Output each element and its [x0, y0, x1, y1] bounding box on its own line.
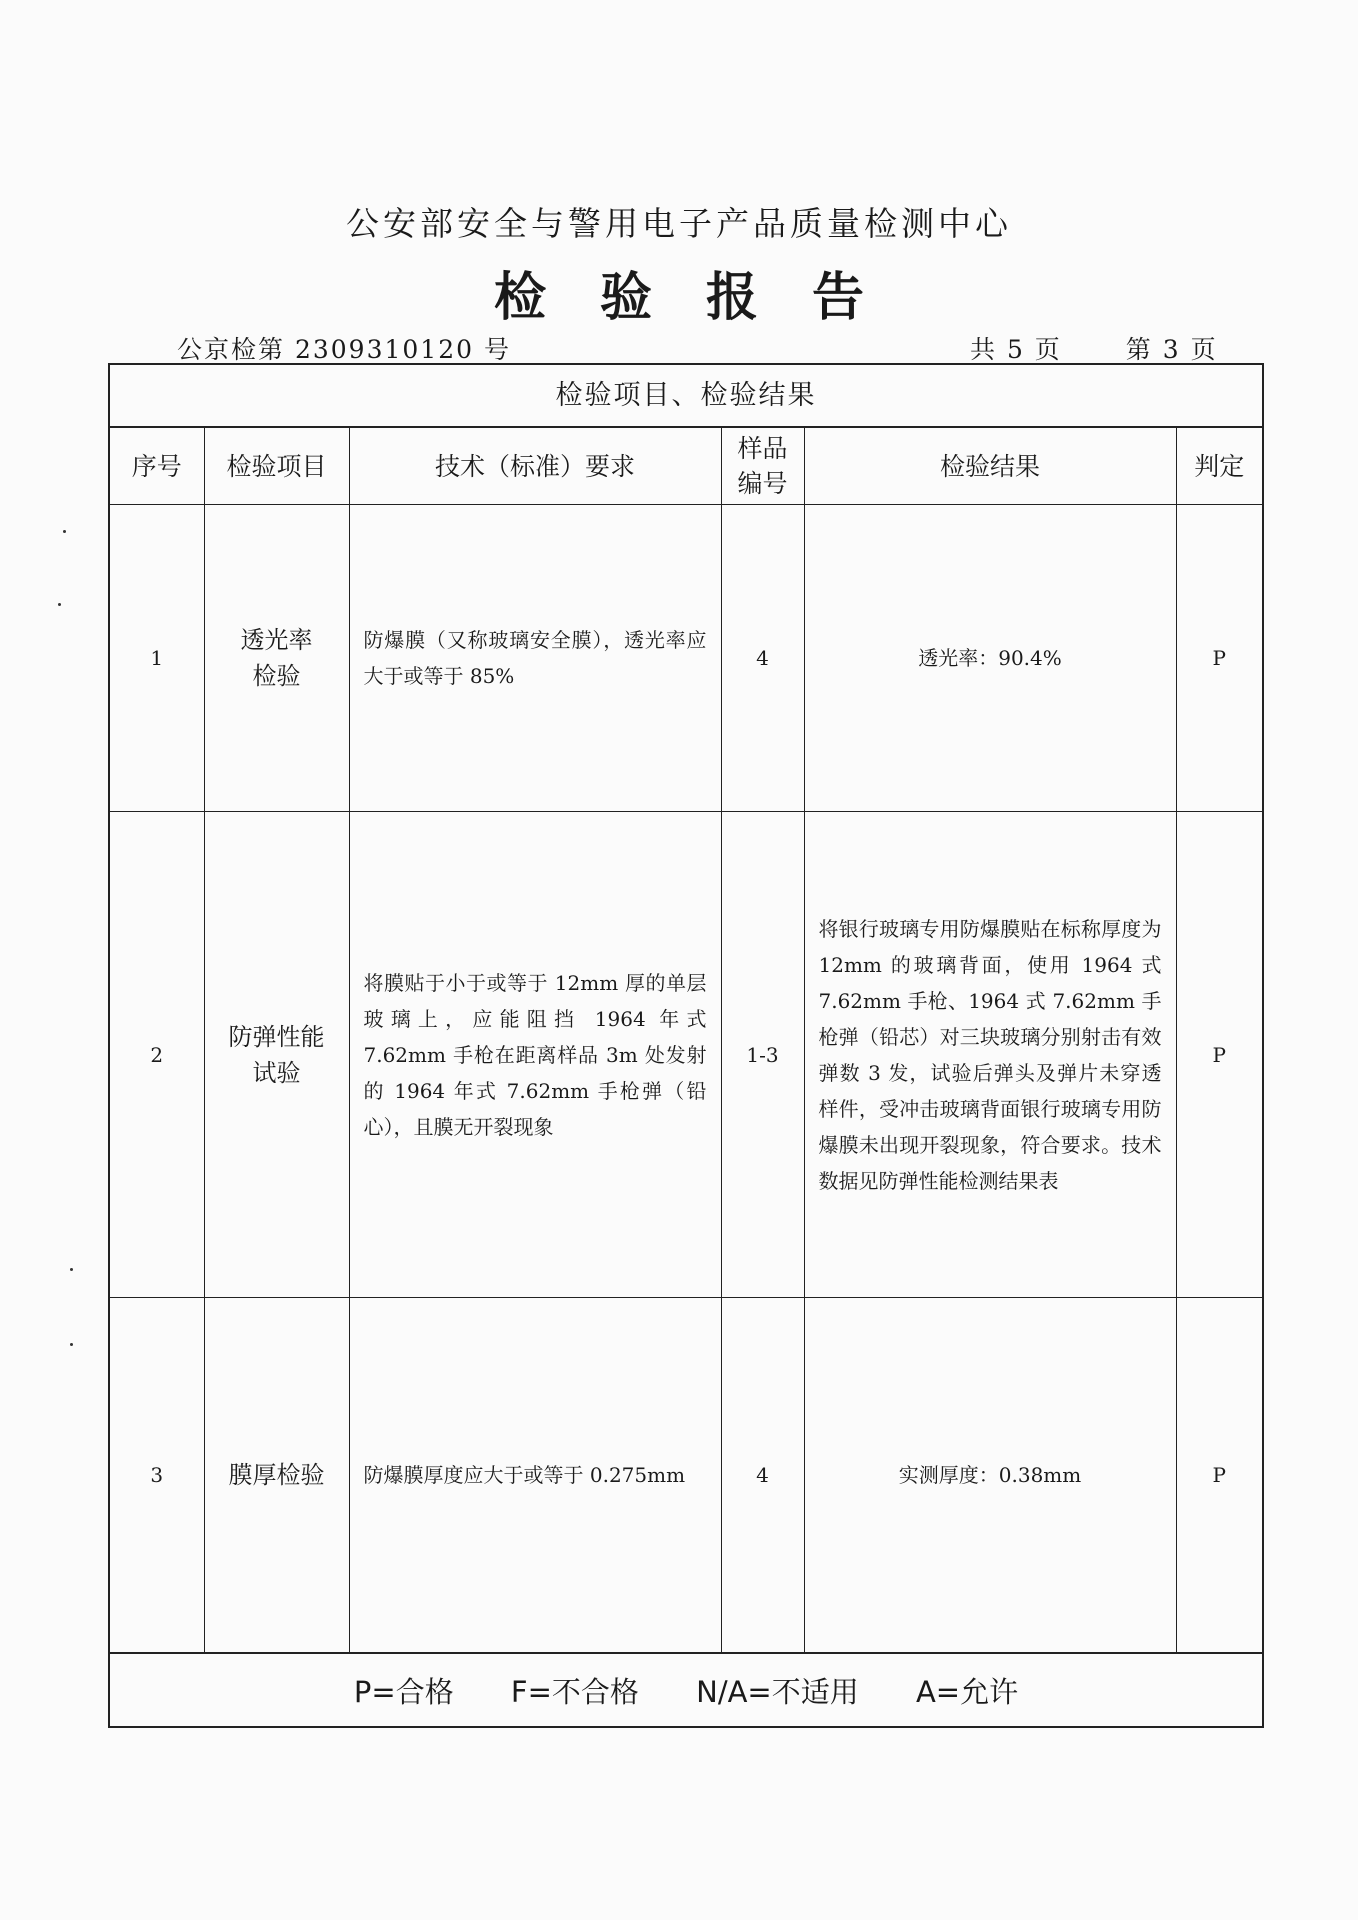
section-title: 检验项目、检验结果 — [110, 365, 1262, 427]
legend-pass: P=合格 — [353, 1675, 454, 1709]
row-requirement: 防爆膜（又称玻璃安全膜），透光率应大于或等于 85% — [349, 505, 721, 812]
row-verdict: P — [1176, 505, 1262, 812]
row-seq: 3 — [110, 1298, 204, 1653]
row-requirement: 防爆膜厚度应大于或等于 0.275mm — [349, 1298, 721, 1653]
results-frame — [108, 363, 1264, 1728]
organization-name: 公安部安全与警用电子产品质量检测中心 — [346, 204, 1012, 243]
col-verdict-header: 判定 — [1176, 428, 1262, 505]
row-sample: 4 — [721, 505, 804, 812]
scan-dot — [63, 530, 66, 533]
legend-allow: A=允许 — [915, 1675, 1019, 1709]
row-result: 将银行玻璃专用防爆膜贴在标称厚度为 12mm 的玻璃背面，使用 1964 式 7.62mm 手枪、1964 式 7.62mm 手枪弹（铅芯）对三块玻璃分别射击有效弹数 3 发，试验后弹头及弹片未穿透样件，受冲击玻璃背面银行玻璃专用防爆膜未出现开裂现象，符合要求。技术数据见防弹性能检测结果表 — [804, 812, 1176, 1298]
row-seq: 1 — [110, 505, 204, 812]
legend-fail: F=不合格 — [510, 1675, 639, 1709]
col-sample-header: 样品编号 — [721, 428, 804, 505]
scan-dot — [70, 1343, 73, 1346]
row-result: 实测厚度：0.38mm — [804, 1298, 1176, 1653]
scan-dot — [70, 1268, 73, 1271]
row-seq: 2 — [110, 812, 204, 1298]
page-info — [970, 330, 1220, 366]
table-row — [110, 1298, 1262, 1653]
row-verdict: P — [1176, 812, 1262, 1298]
row-verdict: P — [1176, 1298, 1262, 1653]
current-page: 第 3 页 — [1125, 335, 1218, 364]
row-item: 防弹性能试验 — [204, 812, 349, 1298]
row-result: 透光率：90.4% — [804, 505, 1176, 812]
col-result-header: 检验结果 — [804, 428, 1176, 505]
table-header-row — [110, 428, 1262, 505]
col-requirement-header: 技术（标准）要求 — [349, 428, 721, 505]
row-requirement: 将膜贴于小于或等于 12mm 厚的单层玻璃上，应能阻挡 1964 年式 7.62mm 手枪在距离样品 3m 处发射的 1964 年式 7.62mm 手枪弹（铅心），且膜无开裂现象 — [349, 812, 721, 1298]
col-seq-header: 序号 — [110, 428, 204, 505]
results-table — [110, 427, 1262, 1653]
col-item-header: 检验项目 — [204, 428, 349, 505]
row-item: 膜厚检验 — [204, 1298, 349, 1653]
report-title: 检验报告 — [493, 268, 918, 328]
table-row — [110, 812, 1262, 1298]
row-sample: 4 — [721, 1298, 804, 1653]
verdict-legend — [110, 1653, 1262, 1730]
row-sample: 1-3 — [721, 812, 804, 1298]
scan-dot — [58, 603, 61, 606]
total-pages: 共 5 页 — [970, 335, 1062, 364]
report-number: 公京检第 2309310120 号 — [177, 335, 511, 364]
legend-na: N/A=不适用 — [696, 1675, 859, 1709]
table-row — [110, 505, 1262, 812]
row-item: 透光率检验 — [204, 505, 349, 812]
